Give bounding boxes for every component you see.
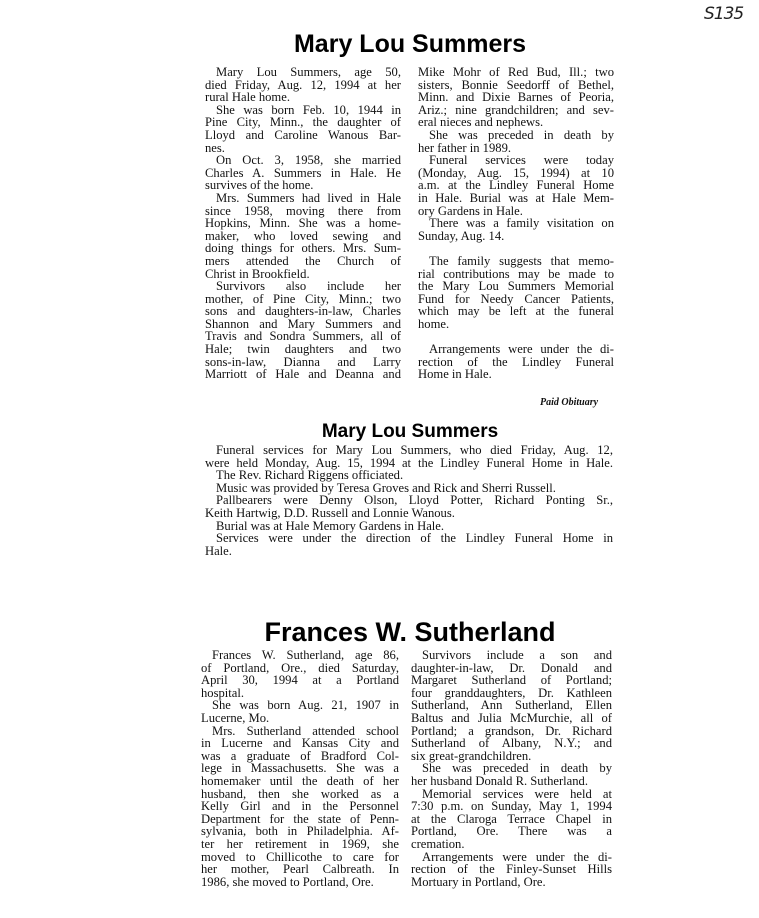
text-line: She was born Aug. 21, 1907 in — [212, 698, 399, 713]
text-line: mers attended the Church of — [205, 253, 401, 268]
text-line: since 1958, moving there from — [205, 203, 401, 218]
text-line: She was preceded in death by — [429, 127, 614, 142]
text-line: Portland; a grandson, Dr. Richard — [411, 723, 612, 738]
text-line: On Oct. 3, 1958, she married — [216, 153, 401, 168]
text-line: Home in Hale. — [418, 367, 492, 382]
text-line: Mrs. Summers had lived in Hale — [216, 190, 401, 205]
text-line: She was preceded in death by — [422, 761, 612, 776]
text-line: Sutherland, Ann Sutherland, Ellen — [411, 698, 612, 713]
text-line: Charles A. Summers in Hale. He — [205, 165, 401, 180]
text-line: Ariz.; nine grandchildren; and sev- — [418, 102, 614, 117]
text-line: four granddaughters, Dr. Kathleen — [411, 685, 612, 700]
text-line: Hale. — [205, 543, 232, 558]
text-line: her husband Donald R. Sutherland. — [411, 773, 588, 788]
text-line: mother, of Pine City, Minn.; two — [205, 291, 401, 306]
text-line: in Lucerne and Kansas City and — [201, 736, 399, 751]
text-line: daughter-in-law, Dr. Donald and — [411, 660, 612, 675]
text-line: Burial was at Hale Memory Gardens in Hale. — [216, 518, 445, 533]
handwritten-page-number: S135 — [704, 4, 744, 24]
text-line: a.m. at the Lindley Funeral Home — [418, 178, 614, 193]
text-line: April 30, 1994 at a Portland — [201, 673, 399, 688]
obituary-3-column-1 — [201, 649, 399, 888]
text-line: Christ in Brookfield. — [205, 266, 310, 281]
obituary-1-headline: Mary Lou Summers — [293, 30, 526, 58]
text-line: moved to Chillicothe to care for — [201, 849, 399, 864]
text-line: which may be left at the funeral — [418, 304, 614, 319]
text-line: Music was provided by Teresa Groves and Rick and Sherri Russell. — [216, 480, 556, 495]
text-line: her mother, Pearl Calbreath. In — [201, 862, 399, 877]
text-line: Arrangements were under the di- — [422, 849, 612, 864]
text-line: in Hale. Burial was at Hale Mem- — [418, 190, 614, 205]
text-line: home. — [418, 316, 450, 331]
text-line: survives of the home. — [205, 178, 314, 193]
text-line: Services were under the direction of the Lindley Funeral Home in — [216, 531, 613, 546]
text-line: sisters, Bonnie Seedorff of Bethel, — [418, 77, 614, 92]
text-line: Frances W. Sutherland, age 86, — [212, 648, 399, 662]
text-line: Minn. and Dixie Barnes of Peoria, — [418, 90, 614, 105]
obituary-2-headline: Mary Lou Summers — [321, 421, 499, 442]
text-line: maker, who loved sewing and — [205, 228, 401, 243]
text-line: 1986, she moved to Portland, Ore. — [201, 874, 374, 889]
text-line: sons and daughters-in-law, Charles — [205, 304, 401, 319]
text-line: ory Gardens in Hale. — [418, 203, 523, 218]
text-line: The Rev. Richard Riggens officiated. — [216, 468, 404, 483]
text-line: Hopkins, Minn. She was a home- — [205, 216, 401, 231]
paid-obituary-tag: Paid Obituary — [540, 397, 599, 408]
text-line: Memorial services were held at — [422, 786, 612, 801]
text-line: at the Claroga Terrace Chapel in — [411, 811, 612, 826]
text-line: Survivors also include her — [216, 279, 401, 294]
text-line: was a graduate of Bradford Col- — [201, 748, 399, 763]
text-line: eral nieces and nephews. — [418, 115, 544, 130]
text-line: doing things for others. Mrs. Sum- — [205, 241, 401, 256]
obituary-3-column-2 — [411, 649, 612, 888]
text-line: rection of the Lindley Funeral — [418, 354, 614, 369]
text-line: She was born Feb. 10, 1944 in — [216, 102, 401, 117]
text-line: rural Hale home. — [205, 90, 290, 105]
text-line: The family suggests that memo- — [429, 253, 614, 268]
obituary-1-column-1 — [205, 66, 401, 381]
text-line: of Portland, Ore., died Saturday, — [201, 660, 399, 675]
text-line: six great-grandchildren. — [411, 748, 532, 763]
text-line: Kelly Girl and in the Personnel — [201, 799, 399, 814]
text-line: rial contributions may be made to — [418, 266, 614, 281]
text-line: died Friday, Aug. 12, 1994 at her — [205, 77, 401, 92]
text-line: Margaret Sutherland of Portland; — [411, 673, 612, 688]
text-line: the Mary Lou Summers Memorial — [418, 279, 614, 294]
text-line: Mortuary in Portland, Ore. — [411, 874, 546, 889]
text-line: Pallbearers were Denny Olson, Lloyd Potter, Richard Ponting Sr., — [216, 493, 613, 508]
text-line: cremation. — [411, 836, 465, 851]
text-line: Mary Lou Summers, age 50, — [216, 65, 401, 79]
text-line: Survivors include a son and — [422, 648, 612, 662]
text-line: Marriott of Hale and Deanna and — [205, 367, 401, 382]
text-line: Sutherland of Albany, N.Y.; and — [411, 736, 612, 751]
obituary-3-headline: Frances W. Sutherland — [264, 617, 556, 647]
text-line: Arrangements were under the di- — [429, 342, 614, 357]
text-line: ter her retirement in 1969, she — [201, 836, 399, 851]
text-line: sylvania, both in Philadelphia. Af- — [201, 824, 399, 839]
text-line: Travis and Sondra Summers, all of — [205, 329, 401, 344]
text-line: Fund for Needy Cancer Patients, — [418, 291, 614, 306]
text-line: Shannon and Mary Summers and — [205, 316, 401, 331]
text-line: sons-in-law, Dianna and Larry — [205, 354, 401, 369]
text-line: homemaker until the death of her — [201, 773, 399, 788]
text-line: (Monday, Aug. 15, 1994) at 10 — [418, 165, 614, 180]
text-line: Hale; twin daughters and two — [205, 342, 401, 357]
text-line: Portland, Ore. There was a — [411, 824, 612, 839]
text-line: lege in Massachusetts. She was a — [201, 761, 399, 776]
text-line: Funeral services for Mary Lou Summers, who died Friday, Aug. 12, — [216, 443, 613, 457]
obituary-2-body — [205, 444, 613, 557]
text-line: Mike Mohr of Red Bud, Ill.; two — [418, 65, 614, 79]
text-line: Lloyd and Caroline Wanous Bar- — [205, 127, 401, 142]
text-line: Keith Hartwig, D.D. Russell and Lonnie Wanous. — [205, 505, 455, 520]
text-line: hospital. — [201, 685, 245, 700]
text-line: 7:30 p.m. on Sunday, May 1, 1994 — [411, 799, 612, 814]
text-line: Funeral services were today — [429, 153, 614, 168]
text-line: husband, then she worked as a — [201, 786, 399, 801]
text-line: rection of the Finley-Sunset Hills — [411, 862, 612, 877]
text-line: Sunday, Aug. 14. — [418, 228, 505, 243]
text-line: nes. — [205, 140, 225, 155]
text-line: Department for the state of Penn- — [201, 811, 399, 826]
text-line: Lucerne, Mo. — [201, 710, 270, 725]
text-line: There was a family visitation on — [429, 216, 614, 231]
text-line: Mrs. Sutherland attended school — [212, 723, 399, 738]
text-line: Pine City, Minn., the daughter of — [205, 115, 401, 130]
text-line: Baltus and Julia McMurchie, all of — [411, 710, 612, 725]
text-line: were held Monday, Aug. 15, 1994 at the Lindley Funeral Home in Hale. — [205, 455, 613, 470]
text-line: her father in 1989. — [418, 140, 512, 155]
obituary-1-column-2 — [418, 66, 614, 381]
